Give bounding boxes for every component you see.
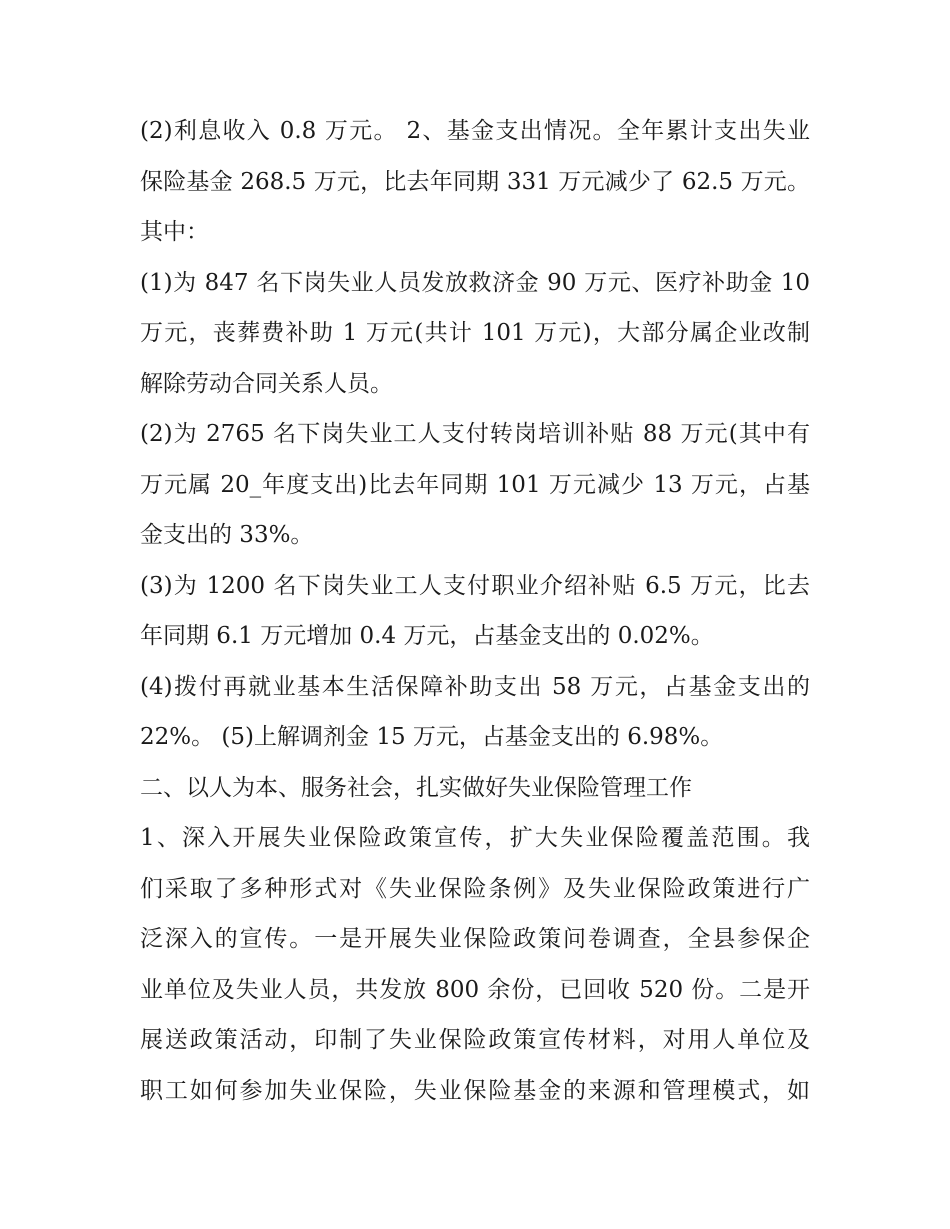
text-line: (2)为 2765 名下岗失业工人支付转岗培训补贴 88 万元(其中有 <box>140 421 810 447</box>
text-line: 泛深入的宣传。一是开展失业保险政策问卷调查，全县参保企 <box>140 926 810 952</box>
text-line: 年同期 6.1 万元增加 0.4 万元，占基金支出的 0.02%。 <box>140 623 714 649</box>
text-line: 其中： <box>140 219 209 245</box>
text-line: 们采取了多种形式对《失业保险条例》及失业保险政策进行广 <box>140 875 810 902</box>
text-line: 职工如何参加失业保险，失业保险基金的来源和管理模式，如 <box>140 1077 810 1104</box>
text-line: (3)为 1200 名下岗失业工人支付职业介绍补贴 6.5 万元，比去 <box>140 572 810 599</box>
text-line: 保险基金 268.5 万元，比去年同期 331 万元减少了 62.5 万元。 <box>140 168 810 195</box>
section-heading: 二、以人为本、服务社会，扎实做好失业保险管理工作 <box>140 774 692 801</box>
text-line: 业单位及失业人员，共发放 800 余份，已回收 520 份。二是开 <box>140 976 810 1003</box>
text-line: 万元，丧葬费补助 1 万元(共计 101 万元)，大部分属企业改制 <box>140 320 810 346</box>
text-line: 22%。 (5)上解调剂金 15 万元，占基金支出的 6.98%。 <box>140 724 724 750</box>
text-line: 万元属 20_年度支出)比去年同期 101 万元减少 13 万元，占基 <box>140 471 810 498</box>
text-line: 1、深入开展失业保险政策宣传，扩大失业保险覆盖范围。我 <box>140 825 810 851</box>
text-line: 展送政策活动，印制了失业保险政策宣传材料，对用人单位及 <box>140 1027 810 1053</box>
document-body <box>140 106 820 1116</box>
text-line: 金支出的 33%。 <box>140 522 314 548</box>
text-line: (1)为 847 名下岗失业人员发放救济金 90 万元、医疗补助金 10 <box>140 269 810 296</box>
text-line: (2)利息收入 0.8 万元。 2、基金支出情况。全年累计支出失业 <box>140 118 810 144</box>
text-line: (4)拨付再就业基本生活保障补助支出 58 万元，占基金支出的 <box>140 673 810 700</box>
text-line: 解除劳动合同关系人员。 <box>140 370 393 397</box>
